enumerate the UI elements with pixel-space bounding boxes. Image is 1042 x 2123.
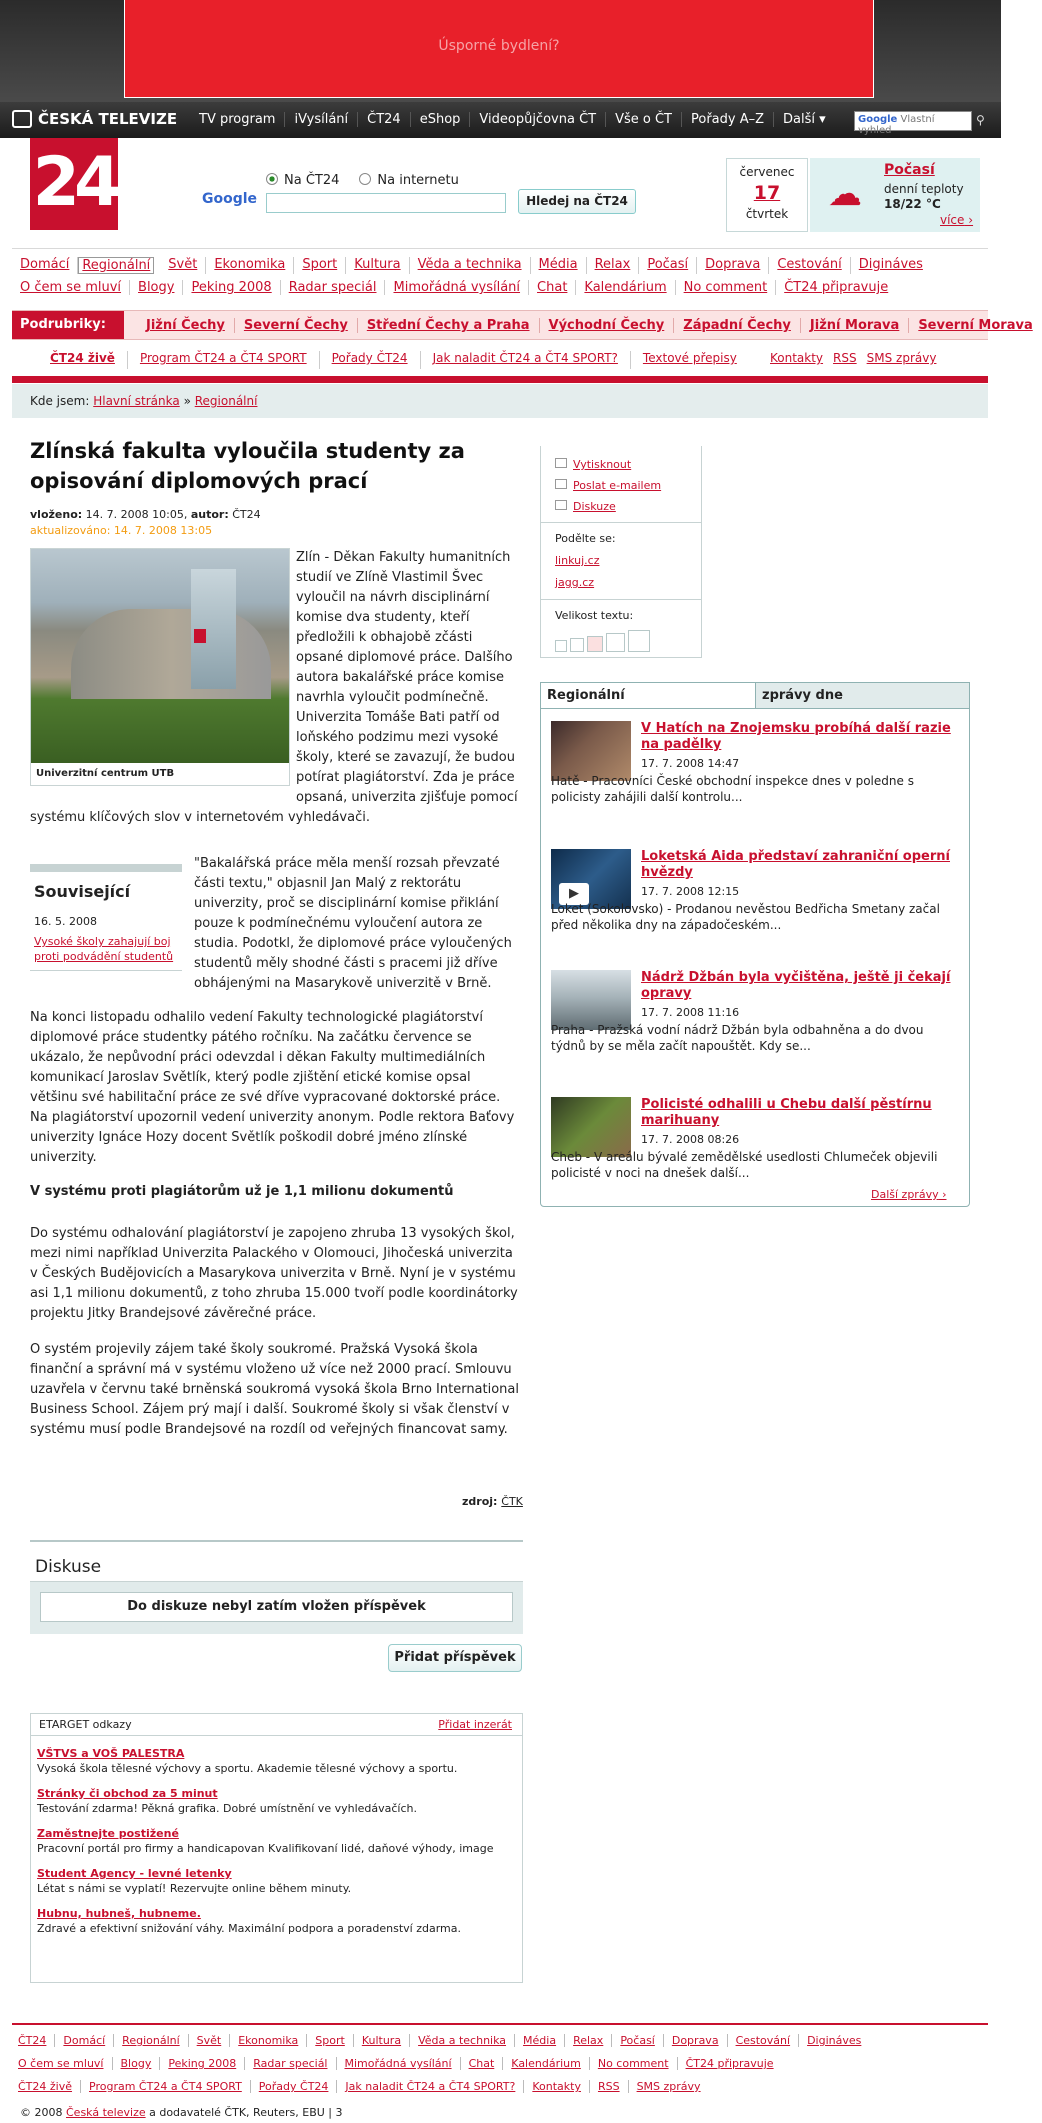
footer-link-diginaves[interactable]: Digináves — [807, 2034, 862, 2047]
nav-item-ekonomika[interactable]: Ekonomika — [206, 257, 294, 274]
etarget-item-title[interactable]: Hubnu, hubneš, hubneme. — [37, 1907, 201, 1920]
date-day[interactable]: 17 — [753, 182, 781, 204]
text-size-l-button[interactable] — [606, 633, 625, 652]
breadcrumb: Kde jsem: Hlavní stránka » Regionální — [12, 384, 988, 418]
footer-link-rss[interactable]: RSS — [590, 2080, 629, 2093]
date-month: červenec — [739, 165, 795, 179]
weather-widget — [810, 158, 980, 232]
news-date: 17. 7. 2008 08:26 — [641, 1133, 740, 1146]
etarget-item — [31, 1826, 522, 1856]
article-source: zdroj: ČTK — [462, 1495, 523, 1508]
footer-link-ct24[interactable]: ČT24 — [14, 2034, 55, 2047]
news-thumbnail[interactable] — [551, 1097, 631, 1157]
source-link[interactable]: ČTK — [501, 1495, 523, 1508]
nav-item-svet[interactable]: Svět — [160, 257, 206, 274]
radio-ct24[interactable]: Na ČT24 — [266, 173, 339, 188]
news-date: 17. 7. 2008 11:16 — [641, 1006, 740, 1019]
advertisement-banner[interactable]: Úsporné bydlení? — [124, 0, 874, 98]
topnav-item-vse-o-ct[interactable]: Vše o ČT — [606, 112, 682, 127]
breadcrumb-home[interactable]: Hlavní stránka — [93, 394, 180, 408]
top-nav-items — [190, 112, 835, 127]
news-item — [551, 721, 961, 831]
weather-label: denní teploty — [884, 182, 964, 196]
google-logo: Google — [202, 191, 258, 207]
news-tabs-box — [540, 682, 970, 1207]
footer-link-kontakty[interactable]: Kontakty — [524, 2080, 590, 2093]
add-post-button[interactable]: Přidat příspěvek — [388, 1644, 522, 1672]
footer-link-relax[interactable]: Relax — [565, 2034, 612, 2047]
radio-icon[interactable] — [359, 173, 371, 185]
news-tabs — [541, 683, 969, 709]
nav-item-regionalni[interactable]: Regionální — [78, 257, 154, 274]
footer-link-blogy[interactable]: Blogy — [113, 2057, 161, 2070]
footer-link-chat[interactable]: Chat — [461, 2057, 504, 2070]
news-item — [551, 849, 961, 959]
utility-link-sms-zpravy[interactable]: SMS zprávy — [866, 351, 937, 365]
footer-link-no-comment[interactable]: No comment — [590, 2057, 678, 2070]
etarget-item-title[interactable]: VŠTVS a VOŠ PALESTRA — [37, 1747, 185, 1760]
etarget-item-title[interactable]: Stránky či obchod za 5 minut — [37, 1787, 218, 1800]
news-description: Praha - Pražská vodní nádrž Džbán byla odbahněna a do dvou týdnů by se měla začít napouštět. Kdy se... — [551, 1023, 924, 1053]
nav-item-blogy[interactable]: Blogy — [130, 280, 183, 295]
nav-item-relax[interactable]: Relax — [587, 257, 640, 274]
article-paragraph-4: Do systému odhalování plagiátorství je zapojeno zhruba 13 vysokých škol, mezi nimi například Univerzita Palackého v Olomouci, Jihočeská univerzita v Českých Budějovicích a Masarykova univerzita v Brně. Nyní je v systému asi 1,1 milionu dokumentů, z toho zhruba 15.000 tvoří podle koordinátorky projektu Jitky Brandejsové závěrečné práce. — [30, 1226, 518, 1321]
footer-link-peking-2008[interactable]: Peking 2008 — [160, 2057, 245, 2070]
footer-link-sport[interactable]: Sport — [307, 2034, 354, 2047]
subcategory-item-zapadni-cechy[interactable]: Západní Čechy — [674, 318, 801, 333]
nav-item-diginaves[interactable]: Digináves — [858, 257, 923, 272]
utility-links — [770, 351, 936, 365]
related-title: Související — [34, 882, 131, 901]
etarget-item-desc: Létat s námi se vyplatí! Rezervujte online během minuty. — [37, 1882, 352, 1895]
nav-item-radar-special[interactable]: Radar speciál — [281, 280, 386, 295]
nav-item-chat[interactable]: Chat — [529, 280, 576, 295]
footer-link-media[interactable]: Média — [515, 2034, 565, 2047]
etarget-header: ETARGET odkazy Přidat inzerát — [31, 1714, 522, 1736]
add-ad-link[interactable]: Přidat inzerát — [438, 1718, 512, 1731]
share-jagg[interactable]: jagg.cz — [555, 576, 595, 589]
share-linkuj[interactable]: linkuj.cz — [555, 554, 600, 567]
university-building-image — [31, 549, 289, 763]
subcategory-item-jizni-cechy[interactable]: Jižní Čechy — [137, 318, 235, 333]
topnav-item-ct24[interactable]: ČT24 — [358, 112, 411, 127]
play-icon[interactable]: ▶ — [559, 883, 589, 905]
footer-link-doprava[interactable]: Doprava — [664, 2034, 728, 2047]
footer-link-o-cem-se-mluvi[interactable]: O čem se mluví — [14, 2057, 113, 2070]
footer-link-ct24-zive[interactable]: ČT24 živě — [14, 2080, 81, 2093]
utility-link-rss[interactable]: RSS — [833, 351, 857, 365]
more-news-link[interactable]: Další zprávy › — [871, 1188, 947, 1201]
discussion-divider — [30, 1540, 523, 1542]
search-icon[interactable]: ⚲ — [976, 113, 985, 127]
topnav-item-eshop[interactable]: eShop — [411, 112, 471, 127]
text-size-label: Velikost textu: — [555, 609, 634, 622]
footer-link-domaci[interactable]: Domácí — [55, 2034, 114, 2047]
weather-title[interactable]: Počasí — [884, 162, 935, 178]
article-paragraph-5: O systém projevily zájem také školy soukromé. Pražská Vysoká škola finanční a správní má v systému vloženo už více než 2000 prací. Smlouvu uzavřela v červnu také brněnská soukromá vysoká škola Brno International Business School. Zájem prý mají i další. Soukromé školy si však členství v systému musí podle Brandejsové na rozdíl od veřejných financovat samy. — [30, 1342, 519, 1437]
etarget-item-desc: Testování zdarma! Pěkná grafika. Dobré umístnění ve vyhledávačích. — [37, 1802, 417, 1815]
topnav-item-ivysilani[interactable]: iVysílání — [285, 112, 358, 127]
footer-link-regionalni[interactable]: Regionální — [114, 2034, 188, 2047]
etarget-item — [31, 1746, 522, 1776]
article-paragraph-2: "Bakalářská práce měla menší rozsah převzaté části textu," objasnil Jan Malý z rektorátu univerzity, proč se disciplinární komise přiklání pouze k podmínečnému vyloučení autora ze studia. Podotkl, že diplomové práce vyloučených studentů měly shodné části s pracemi již dříve obhájenými na Masarykově univerzitě v Brně. — [194, 856, 512, 991]
news-title[interactable]: Loketská Aida představí zahraniční operní hvězdy — [641, 849, 950, 880]
article-photo — [30, 548, 290, 786]
utility-link-kontakty[interactable]: Kontakty — [770, 351, 824, 365]
footer-link-ekonomika[interactable]: Ekonomika — [230, 2034, 307, 2047]
footer-link-kultura[interactable]: Kultura — [354, 2034, 410, 2047]
nav-item-domaci[interactable]: Domácí — [12, 257, 78, 274]
site-search-input[interactable]: Google Vlastní vyhled — [854, 111, 972, 131]
footer-row2 — [14, 2057, 782, 2070]
news-title[interactable]: Policisté odhalili u Chebu další pěstírnu marihuany — [641, 1097, 932, 1128]
news-description: Hatě - Pracovníci České obchodní inspekce dnes v poledne s policisty zahájili další kontrolu... — [551, 774, 914, 804]
news-title[interactable]: Nádrž Džbán byla vyčištěna, ještě ji čekají opravy — [641, 970, 951, 1001]
topnav-item-videopujcovna-ct[interactable]: Videopůjčovna ČT — [470, 112, 606, 127]
copyright-link[interactable]: Česká televize — [66, 2106, 146, 2119]
footer-row1 — [14, 2034, 869, 2047]
secondary-link-porady-ct24[interactable]: Pořady ČT24 — [320, 351, 421, 369]
news-date: 17. 7. 2008 12:15 — [641, 885, 740, 898]
footer-link-pocasi[interactable]: Počasí — [612, 2034, 664, 2047]
footer-link-program-ct24-a-ct4-sport[interactable]: Program ČT24 a ČT4 SPORT — [81, 2080, 251, 2093]
discussion-empty-message: Do diskuze nebyl zatím vložen příspěvek — [40, 1592, 513, 1622]
date-box — [726, 158, 808, 232]
breadcrumb-current[interactable]: Regionální — [194, 394, 258, 408]
subcategory-item-vychodni-cechy[interactable]: Východní Čechy — [540, 318, 675, 333]
nav-item-cestovani[interactable]: Cestování — [769, 257, 850, 274]
news-item — [551, 970, 961, 1080]
main-nav-row2 — [12, 280, 988, 295]
article-tools — [540, 446, 702, 658]
share-label: Podělte se: — [555, 532, 616, 545]
related-link[interactable]: Vysoké školy zahajují boj proti podvádění studentů — [34, 935, 174, 963]
tv-icon — [12, 110, 32, 128]
main-nav-row1 — [12, 257, 988, 274]
nav-item-sport[interactable]: Sport — [294, 257, 346, 274]
etarget-item-title[interactable]: Zaměstnejte postižené — [37, 1827, 179, 1840]
topnav-item-dalsi[interactable]: Další ▾ — [783, 112, 826, 127]
secondary-link-program-ct24-a-ct4-sport[interactable]: Program ČT24 a ČT4 SPORT — [128, 351, 320, 369]
print-link[interactable]: Vytisknout — [555, 458, 701, 470]
nav-item-pocasi[interactable]: Počasí — [639, 257, 697, 274]
article-meta: vloženo: 14. 7. 2008 10:05, autor: ČT24 — [30, 508, 261, 521]
footer-link-svet[interactable]: Svět — [189, 2034, 231, 2047]
tab-regionalni[interactable]: Regionální — [541, 683, 756, 708]
article-paragraph-3: Na konci listopadu odhalilo vedení Fakulty technologické plagiátorství diplomové práce studentky pátého ročníku. Na začátku července se ukázalo, že nepůvodní práci odevzdal i děkan Fakulty multimediálních komunikací Jaroslav Světlík, který podle zjištění etické komise opsal většinu své habilitační práce ze své dříve vypracované doktorské práce. Na plagiátorství upozornil vedení univerzity anonym. Podle rektora Baťovy univerzity Ignáce Hozy docent Světlík poškodil dobré jméno zlínské univerzity. — [30, 1010, 515, 1165]
radio-icon-selected[interactable] — [266, 173, 278, 185]
news-title[interactable]: V Hatích na Znojemsku probíhá další razie na padělky — [641, 721, 951, 752]
subcategory-item-stredni-cechy-a-praha[interactable]: Střední Čechy a Praha — [358, 318, 540, 333]
ct24-logo[interactable]: 24 — [30, 138, 118, 230]
etarget-item — [31, 1786, 522, 1816]
footer-link-sms-zpravy[interactable]: SMS zprávy — [636, 2080, 701, 2093]
secondary-link-textove-prepisy[interactable]: Textové přepisy — [642, 351, 737, 365]
news-description: Cheb - V areálu bývalé zemědělské usedlosti Chlumeček objevili policisté v noci na dnešek další... — [551, 1150, 938, 1180]
weather-temp: 18/22 °C — [884, 197, 941, 211]
footer-link-jak-naladit-ct24-a-ct4-sport[interactable]: Jak naladit ČT24 a ČT4 SPORT? — [337, 2080, 524, 2093]
radio-internet[interactable]: Na internetu — [359, 173, 458, 188]
text-size-s-button[interactable] — [570, 638, 584, 652]
nav-item-veda-a-technika[interactable]: Věda a technika — [410, 257, 531, 274]
news-description: Loket (Sokolovsko) - Prodanou nevěstou Bedřicha Smetany začal před několika dny na západočeském... — [551, 902, 940, 932]
search-input[interactable] — [266, 193, 506, 213]
text-size-xl-button[interactable] — [628, 630, 650, 652]
footer-link-ct24-pripravuje[interactable]: ČT24 připravuje — [685, 2057, 774, 2070]
ceska-televize-logo[interactable]: ČESKÁ TELEVIZE — [12, 110, 177, 128]
search-button[interactable]: Hledej na ČT24 — [518, 189, 636, 214]
text-size-xs-button[interactable] — [555, 640, 567, 652]
article — [30, 436, 520, 496]
news-date: 17. 7. 2008 14:47 — [641, 757, 740, 770]
news-thumbnail[interactable] — [551, 721, 631, 781]
red-divider — [12, 376, 988, 383]
related-date: 16. 5. 2008 — [34, 915, 97, 928]
etarget-item-desc: Zdravé a efektivní snižování váhy. Maximální podpora a poradenství zdarma. — [37, 1922, 461, 1935]
nav-item-ct24-pripravuje[interactable]: ČT24 připravuje — [784, 280, 889, 295]
date-weekday: čtvrtek — [745, 207, 789, 221]
subcategory-item-severni-cechy[interactable]: Severní Čechy — [235, 318, 358, 333]
email-link[interactable]: Poslat e-mailem — [555, 479, 701, 491]
topnav-item-porady-a-z[interactable]: Pořady A–Z — [682, 112, 774, 127]
copyright: © 2008 Česká televize a dodavatelé ČTK, Reuters, EBU | 3 — [20, 2106, 343, 2119]
subcategory-label: Podrubriky: — [12, 311, 124, 339]
news-thumbnail[interactable] — [551, 849, 631, 909]
footer-divider — [12, 2023, 988, 2025]
subcategory-item-severni-morava[interactable]: Severní Morava — [918, 318, 1033, 333]
subcategory-item-jizni-morava[interactable]: Jižní Morava — [801, 318, 909, 333]
nav-item-kalendarium[interactable]: Kalendárium — [576, 280, 675, 295]
nav-item-no-comment[interactable]: No comment — [676, 280, 777, 295]
text-size-buttons — [555, 630, 701, 652]
nav-item-doprava[interactable]: Doprava — [697, 257, 769, 274]
secondary-link-jak-naladit-ct24-a-ct4-sport[interactable]: Jak naladit ČT24 a ČT4 SPORT? — [421, 351, 631, 369]
footer-link-kalendarium[interactable]: Kalendárium — [503, 2057, 590, 2070]
footer-link-veda-a-technika[interactable]: Věda a technika — [410, 2034, 515, 2047]
footer-link-cestovani[interactable]: Cestování — [728, 2034, 800, 2047]
discussion-link[interactable]: Diskuze — [555, 500, 701, 512]
footer-link-radar-special[interactable]: Radar speciál — [245, 2057, 336, 2070]
footer-link-mimoradna-vysilani[interactable]: Mimořádná vysílání — [337, 2057, 461, 2070]
etarget-item-title[interactable]: Student Agency - levné letenky — [37, 1867, 232, 1880]
nav-item-o-cem-se-mluvi[interactable]: O čem se mluví — [12, 280, 130, 295]
subcategory-items — [137, 318, 1042, 333]
nav-item-peking-2008[interactable]: Peking 2008 — [183, 280, 280, 295]
nav-item-kultura[interactable]: Kultura — [346, 257, 409, 274]
search-scope-radios — [266, 173, 459, 188]
discussion-title: Diskuse — [30, 1550, 523, 1582]
article-updated: aktualizováno: 14. 7. 2008 13:05 — [30, 524, 213, 537]
photo-caption: Univerzitní centrum UTB — [36, 768, 175, 779]
text-size-m-button[interactable] — [587, 636, 603, 652]
etarget-ads — [30, 1713, 523, 1983]
weather-more-link[interactable]: více › — [940, 213, 974, 227]
rain-cloud-icon: ☁ — [828, 174, 862, 214]
discussion-box — [30, 1582, 523, 1634]
topnav-item-tv-program[interactable]: TV program — [190, 112, 285, 127]
article-paragraph-1: Zlín - Děkan Fakulty humanitních studií ve Zlíně Vlastimil Švec vyloučil na návrh disciplinární komise dva studenty, kteří předložili k obhajobě zčásti opsané diplomové práce. Dalšího autora bakalářské práce komise navrhla vyloučit podmínečně. Univerzita Tomáše Bati patří od loňského podzimu mezi vysoké školy, které se zavazují, že budou potírat plagiátorství. Zda je práce opsaná, univerzita zjišťuje pomocí systému klíčových slov v internetovém vyhledávači. — [30, 550, 518, 825]
nav-item-mimoradna-vysilani[interactable]: Mimořádná vysílání — [385, 280, 529, 295]
footer-link-porady-ct24[interactable]: Pořady ČT24 — [251, 2080, 338, 2093]
subcategory-bar — [12, 310, 1033, 340]
main-navigation — [12, 248, 988, 306]
news-thumbnail[interactable] — [551, 970, 631, 1030]
footer-row3 — [14, 2080, 709, 2093]
etarget-item-desc: Vysoká škola tělesné výchovy a sportu. Akademie tělesné výchovy a sportu. — [37, 1762, 458, 1775]
nav-item-media[interactable]: Média — [531, 257, 587, 274]
related-box — [30, 864, 182, 971]
secondary-link-ct24-zive[interactable]: ČT24 živě — [30, 351, 128, 369]
etarget-item-desc: Pracovní portál pro firmy a handicapovan Kvalifikovaní lidé, daňové výhody, image — [37, 1842, 494, 1855]
article-subheading: V systému proti plagiátorům už je 1,1 milionu dokumentů — [30, 1184, 454, 1199]
etarget-item — [31, 1866, 522, 1896]
page-title: Zlínská fakulta vyloučila studenty za opisování diplomových prací — [30, 439, 465, 493]
etarget-item — [31, 1906, 522, 1936]
tab-zpravy-dne[interactable]: zprávy dne — [756, 683, 969, 708]
top-navigation-bar — [0, 102, 1001, 138]
